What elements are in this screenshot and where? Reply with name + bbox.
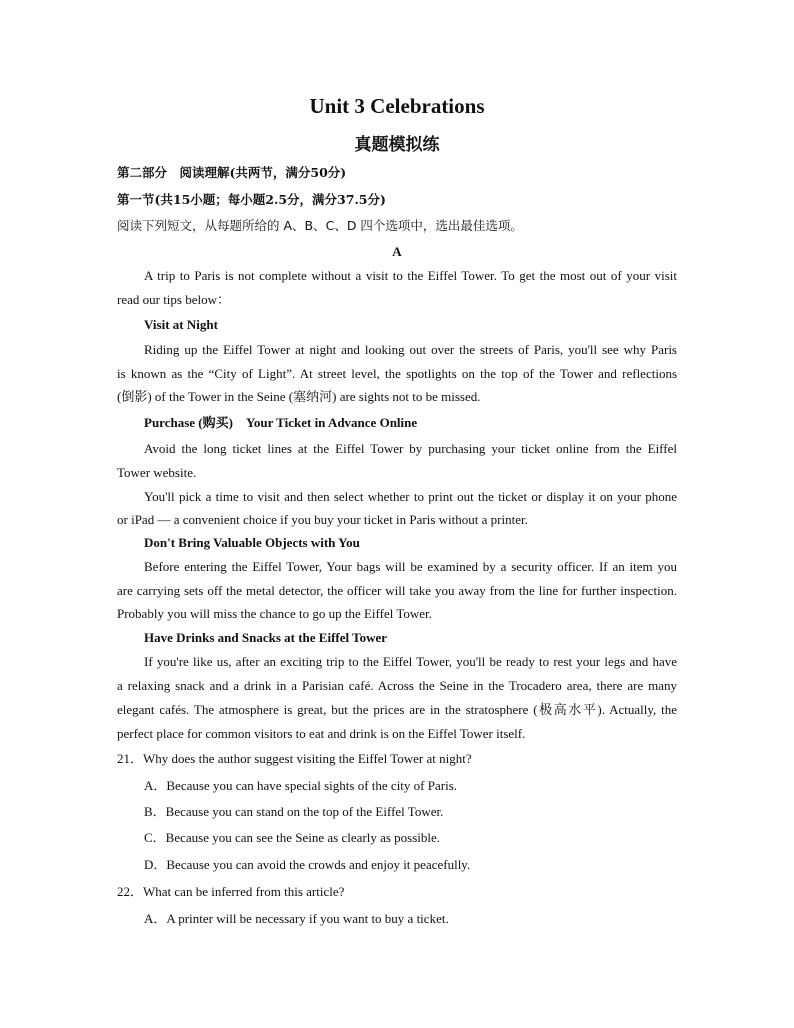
paragraph-line: You'll pick a time to visit and then select whether to print out the ticket or display it on your phone xyxy=(144,489,677,504)
answer-option: A．A printer will be necessary if you want to buy a ticket. xyxy=(144,911,449,926)
paragraph-line: A trip to Paris is not complete without a visit to the Eiffel Tower. To get the most out of your visit xyxy=(144,268,677,283)
paragraph-line: Riding up the Eiffel Tower at night and looking out over the streets of Paris, you'll see why Paris xyxy=(144,342,677,357)
paragraph-line: read our tips below： xyxy=(117,292,231,307)
section-heading-purchase: Purchase (购买) Your Ticket in Advance Online xyxy=(144,415,418,430)
paragraph-line: Before entering the Eiffel Tower, Your bags will be examined by a security officer. If an item you xyxy=(144,559,677,574)
section-heading-night: Visit at Night xyxy=(144,317,218,332)
paragraph-line: Probably you will miss the chance to go up the Eiffel Tower. xyxy=(117,606,432,621)
section-heading-drinks: Have Drinks and Snacks at the Eiffel Tower xyxy=(144,630,388,645)
paragraph-line: Avoid the long ticket lines at the Eiffel Tower by purchasing your ticket online from the Eiffel xyxy=(144,441,677,456)
section-heading: 第二部分 阅读理解(共两节，满分50分) xyxy=(117,165,347,180)
question-stem: 21．Why does the author suggest visiting the Eiffel Tower at night? xyxy=(117,751,472,766)
paragraph-line: are carrying sets off the metal detector, the officer will take you away from the line for further inspection. xyxy=(117,583,677,598)
paragraph-line: a relaxing snack and a drink in a Parisian café. Across the Seine in the Trocadero area, there are many xyxy=(117,678,677,693)
paragraph-line: perfect place for common visitors to eat and drink is on the Eiffel Tower itself. xyxy=(117,726,526,741)
answer-option: B．Because you can stand on the top of the Eiffel Tower. xyxy=(144,804,444,819)
passage-label: A xyxy=(392,244,402,259)
answer-option: D．Because you can avoid the crowds and enjoy it peacefully. xyxy=(144,857,471,872)
paragraph-line: is known as the “City of Light”. At street level, the spotlights on the top of the Tower and reflections xyxy=(117,366,677,381)
answer-option: A．Because you can have special sights of the city of Paris. xyxy=(144,778,457,793)
paragraph-line: elegant cafés. The atmosphere is great, but the prices are in the stratosphere (极高水平). Actually, the xyxy=(117,702,677,717)
question-stem: 22．What can be inferred from this article? xyxy=(117,884,345,899)
page-subtitle: 真题模拟练 xyxy=(354,135,440,155)
page-title: Unit 3 Celebrations xyxy=(309,94,485,118)
section-heading-valuables: Don't Bring Valuable Objects with You xyxy=(144,535,360,550)
paragraph-line: Tower website. xyxy=(117,465,197,480)
paragraph-line: If you're like us, after an exciting trip to the Eiffel Tower, you'll be ready to rest your legs and have xyxy=(144,654,677,669)
paragraph-line: or iPad — a convenient choice if you buy your ticket in Paris without a printer. xyxy=(117,512,528,527)
subsection-heading: 第一节(共15小题；每小题2.5分，满分37.5分) xyxy=(117,192,386,207)
paragraph-line: (倒影) of the Tower in the Seine (塞纳河) are sights not to be missed. xyxy=(117,389,481,404)
answer-option: C．Because you can see the Seine as clearly as possible. xyxy=(144,830,441,845)
instructions: 阅读下列短文，从每题所给的 A、B、C、D 四个选项中，选出最佳选项。 xyxy=(117,218,523,233)
